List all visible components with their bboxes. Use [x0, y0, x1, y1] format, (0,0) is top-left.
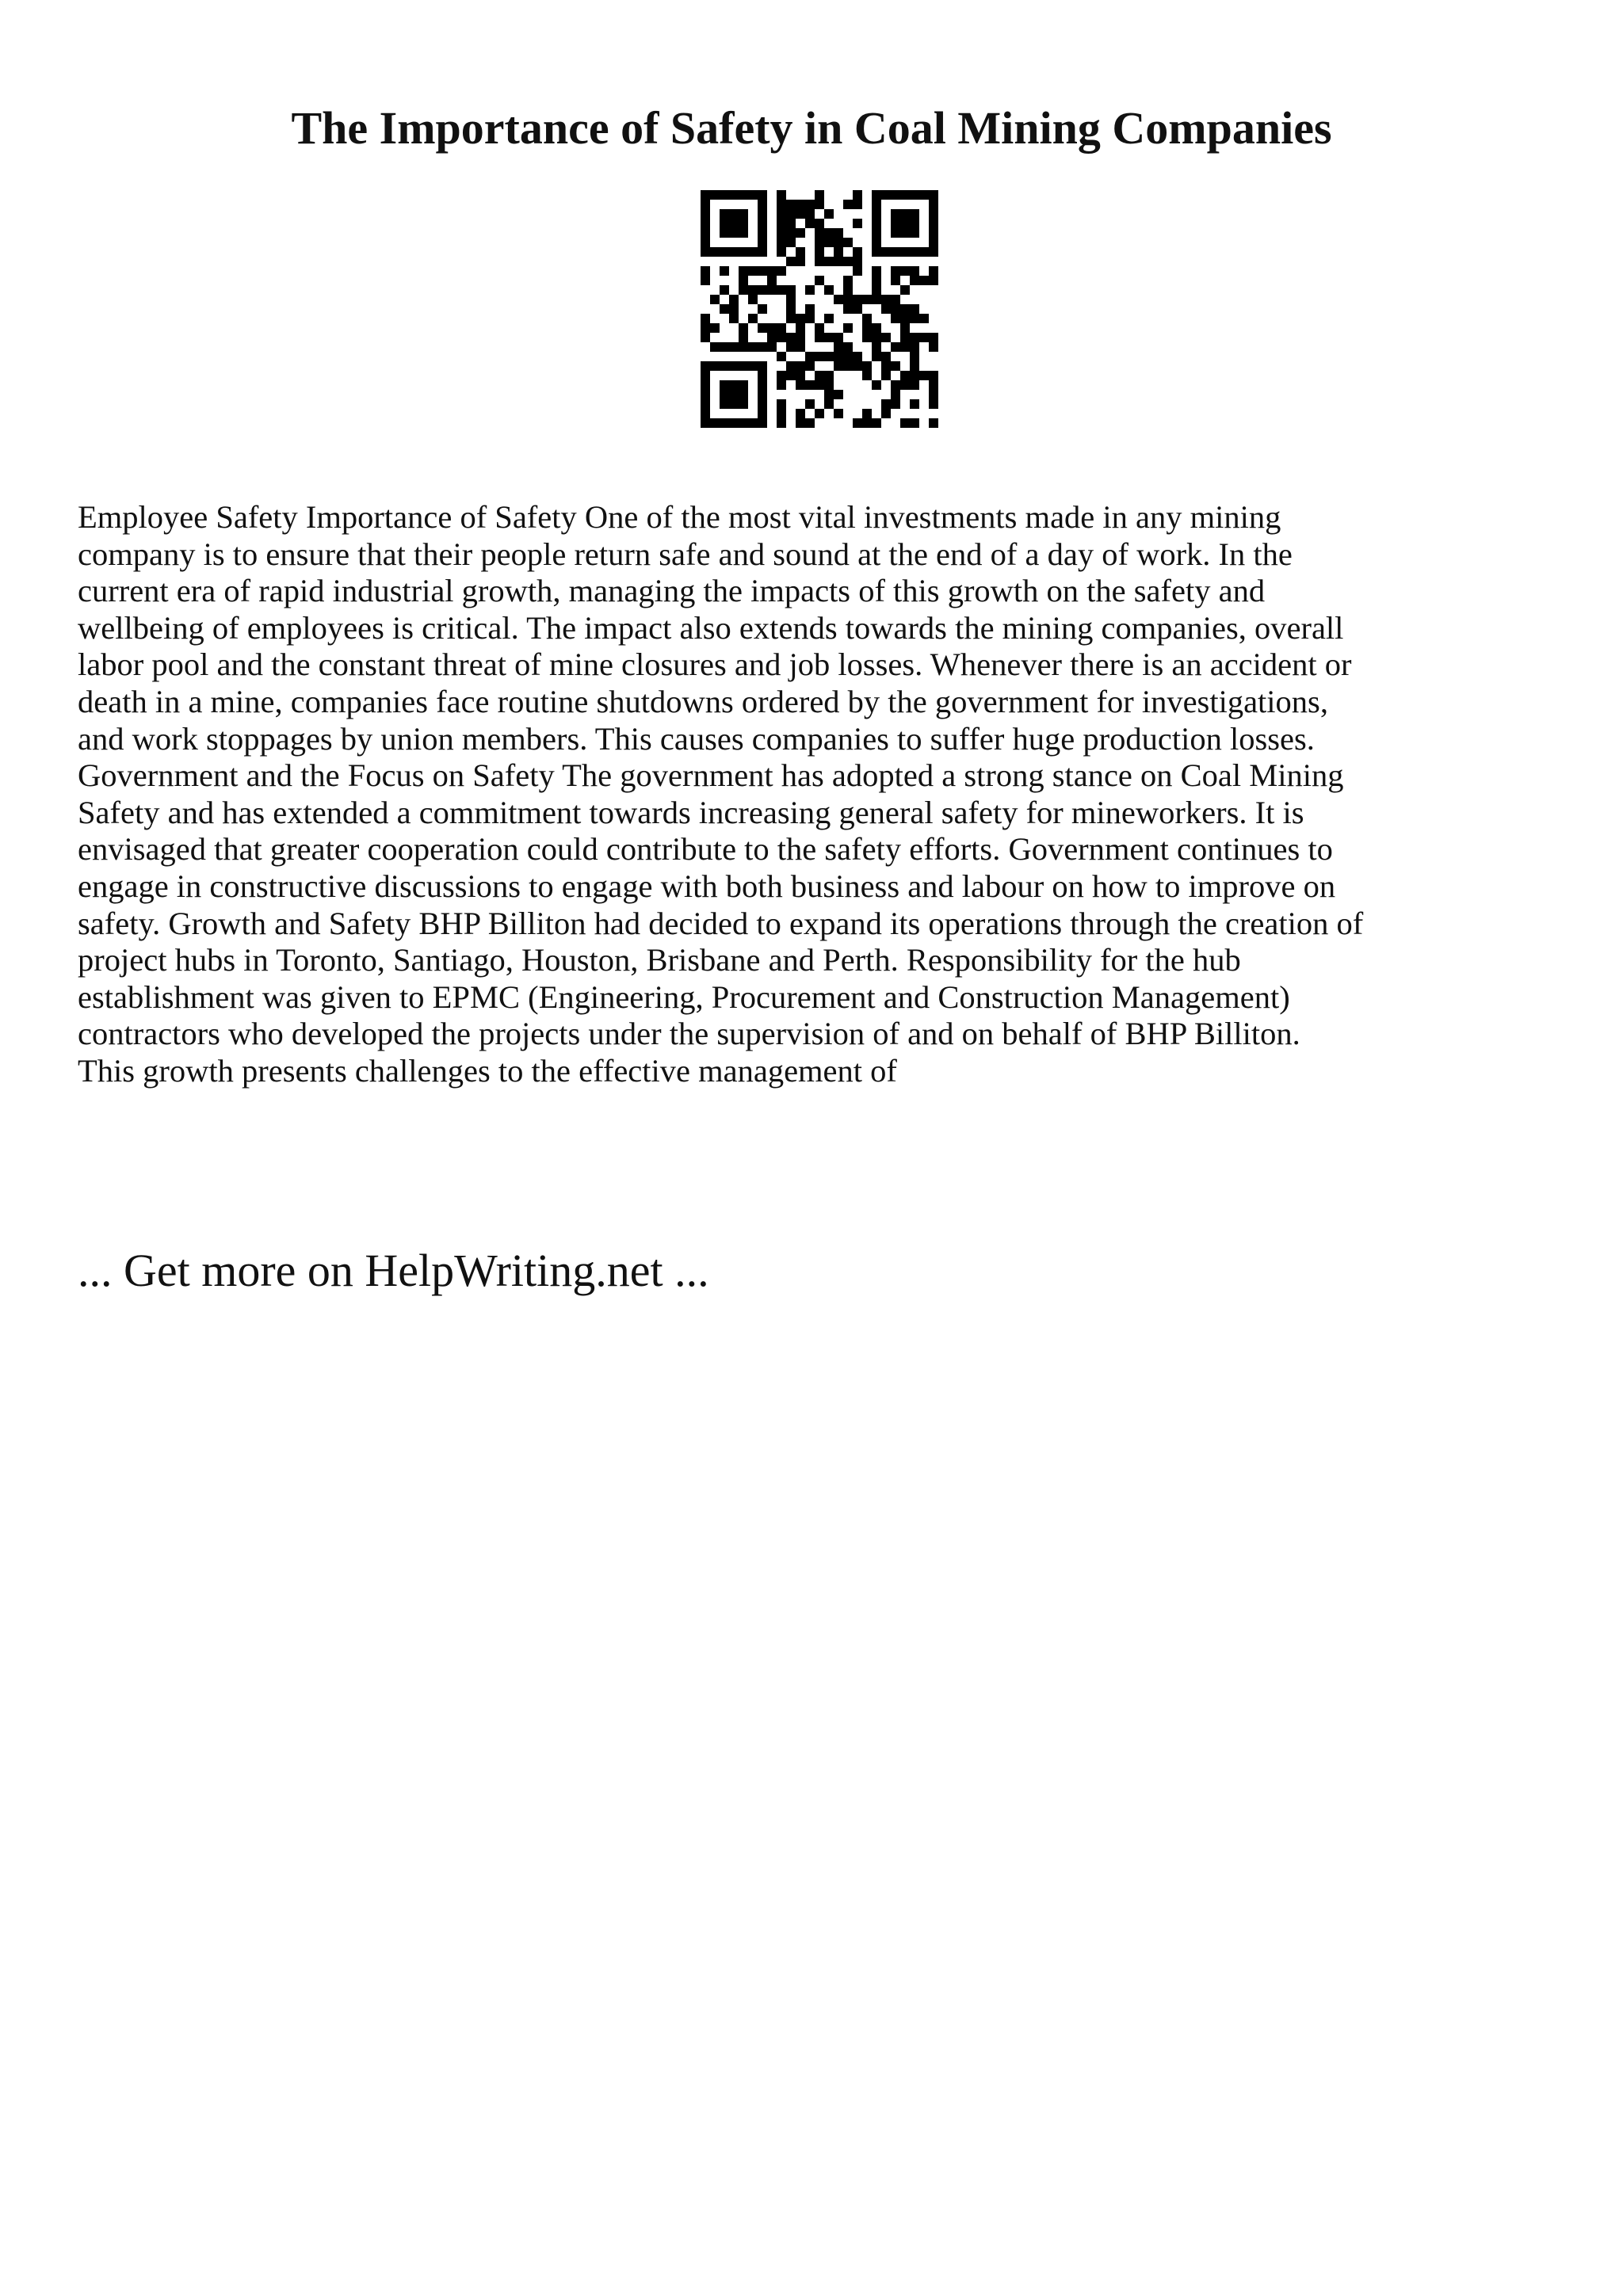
body-line: and work stoppages by union members. This causes companies to suffer huge production losses. [78, 720, 1315, 757]
body-line: project hubs in Toronto, Santiago, Houston, Brisbane and Perth. Responsibility for the hub [78, 942, 1241, 978]
body-line: company is to ensure that their people return safe and sound at the end of a day of work. In the [78, 536, 1293, 572]
body-line: establishment was given to EPMC (Engineering, Procurement and Construction Management) [78, 978, 1290, 1015]
document-title: The Importance of Safety in Coal Mining Companies [291, 102, 1332, 154]
body-line: Government and the Focus on Safety The government has adopted a strong stance on Coal Mining [78, 757, 1344, 794]
qr-code-icon [701, 190, 938, 428]
body-paragraph [78, 499, 1568, 1090]
body-line: contractors who developed the projects under the supervision of and on behalf of BHP Billiton. [78, 1016, 1300, 1052]
body-line: wellbeing of employees is critical. The impact also extends towards the mining companies, overall [78, 609, 1344, 646]
body-line: death in a mine, companies face routine shutdowns ordered by the government for investigations, [78, 683, 1328, 719]
body-line: Employee Safety Importance of Safety One of the most vital investments made in any mining [78, 499, 1281, 535]
body-line: current era of rapid industrial growth, managing the impacts of this growth on the safety and [78, 573, 1266, 609]
body-line: Safety and has extended a commitment towards increasing general safety for mineworkers. It is [78, 794, 1304, 830]
helpwriting-link[interactable]: ... Get more on HelpWriting.net ... [78, 1245, 709, 1296]
body-line: envisaged that greater cooperation could contribute to the safety efforts. Government continues to [78, 831, 1333, 868]
body-line: This growth presents challenges to the effective management of [78, 1052, 897, 1089]
body-line: labor pool and the constant threat of mine closures and job losses. Whenever there is an accident or [78, 646, 1352, 683]
body-line: safety. Growth and Safety BHP Billiton had decided to expand its operations through the creation of [78, 905, 1364, 941]
body-line: engage in constructive discussions to engage with both business and labour on how to improve on [78, 868, 1336, 904]
